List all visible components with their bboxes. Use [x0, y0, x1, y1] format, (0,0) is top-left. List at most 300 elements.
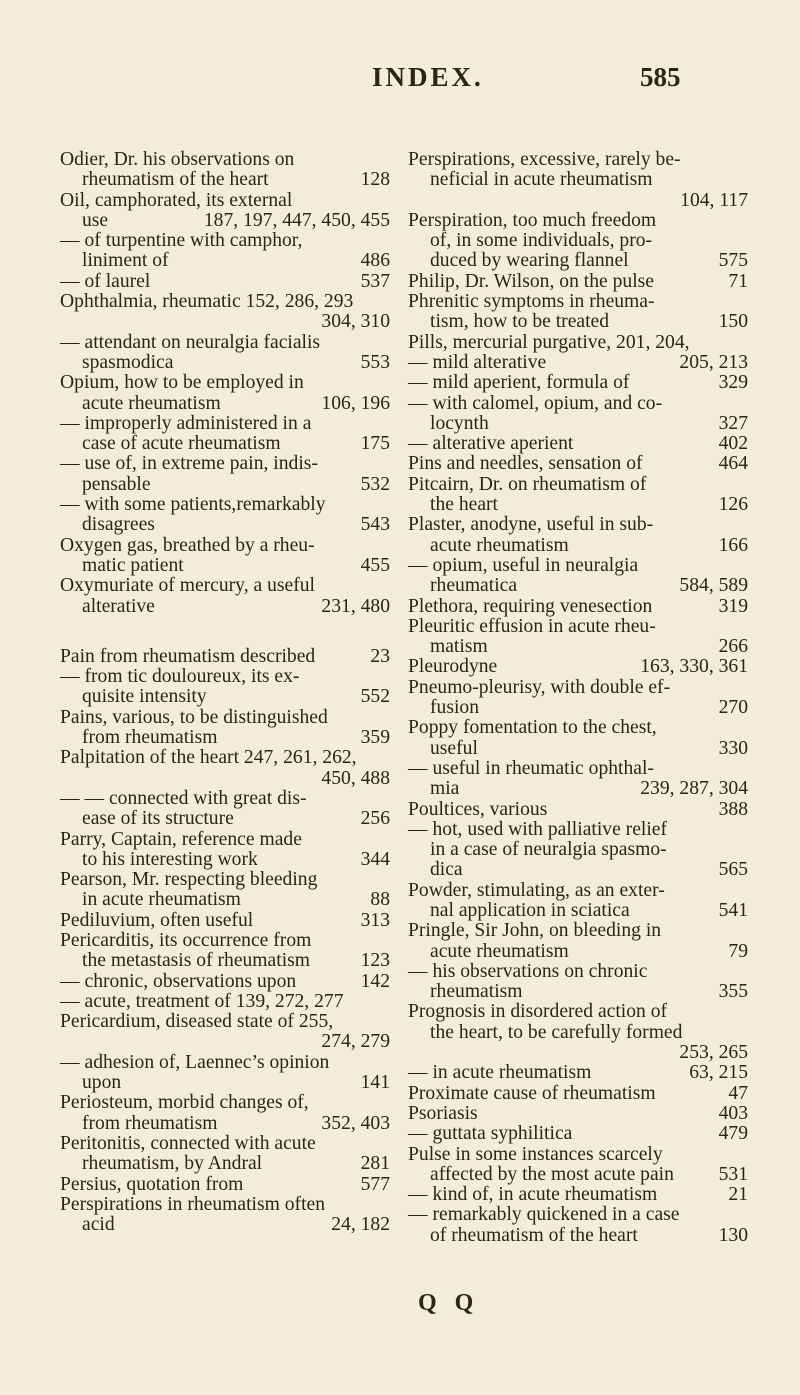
index-line — [408, 1043, 748, 1063]
index-term: use — [82, 209, 109, 231]
index-term: disagrees — [82, 514, 155, 536]
page-references: 106, 196 — [321, 392, 390, 414]
index-line — [60, 333, 390, 353]
index-column-right — [408, 150, 748, 1246]
page-references: 130 — [718, 1224, 748, 1246]
index-term: the heart — [430, 494, 498, 516]
index-term: Peritonitis, connected with acute — [60, 1132, 316, 1154]
index-line — [408, 150, 748, 170]
page-references: 142 — [360, 970, 390, 992]
index-term: of, in some individuals, pro- — [430, 230, 653, 252]
index-entry — [60, 333, 390, 374]
index-line — [60, 312, 390, 332]
page-number: 585 — [640, 62, 681, 92]
page-references: 479 — [718, 1123, 748, 1145]
page-references: 21 — [728, 1184, 748, 1206]
page-references: 577 — [360, 1173, 390, 1195]
index-line — [60, 373, 390, 393]
page-references: 24, 182 — [331, 1214, 390, 1236]
index-term: the metastasis of rheumatism — [82, 950, 310, 972]
index-line — [408, 759, 748, 779]
index-term: useful — [430, 737, 478, 759]
index-line — [60, 495, 390, 515]
index-term: — improperly administered in a — [60, 412, 312, 434]
index-entry — [408, 272, 748, 292]
index-entry — [60, 1093, 390, 1134]
index-line — [60, 536, 390, 556]
index-line — [60, 1114, 390, 1134]
index-line — [60, 231, 390, 251]
index-line — [60, 576, 390, 596]
index-line — [60, 434, 390, 454]
index-term: Pins and needles, sensation of — [408, 453, 643, 475]
index-term: Oxygen gas, breathed by a rheu- — [60, 534, 315, 556]
index-line — [408, 333, 748, 353]
index-term: Psoriasis — [408, 1102, 478, 1124]
index-line — [60, 1073, 390, 1093]
index-term: Plethora, requiring venesection — [408, 595, 653, 617]
index-term: matism — [430, 636, 488, 658]
index-line — [408, 434, 748, 454]
index-entry — [408, 921, 748, 962]
index-entry — [408, 617, 748, 658]
index-line — [408, 800, 748, 820]
index-line — [408, 353, 748, 373]
index-entry — [60, 931, 390, 972]
index-term: spasmodica — [82, 351, 174, 373]
index-term: — chronic, observations upon — [60, 970, 297, 992]
index-line — [408, 292, 748, 312]
index-term: — remarkably quickened in a case — [408, 1204, 680, 1226]
index-term: quisite intensity — [82, 686, 207, 708]
page-references: 253, 265 — [679, 1042, 748, 1064]
page-references: 344 — [360, 848, 390, 870]
index-entry — [60, 1053, 390, 1094]
index-line — [408, 739, 748, 759]
index-line — [408, 779, 748, 799]
index-entry — [60, 191, 390, 232]
index-term: Poultices, various — [408, 798, 548, 820]
index-term: acid — [82, 1214, 115, 1236]
index-term: nal application in sciatica — [430, 899, 630, 921]
index-term: Pleurodyne — [408, 656, 498, 678]
index-term: ease of its structure — [82, 808, 234, 830]
page-references: 256 — [360, 808, 390, 830]
index-term: Pains, various, to be distinguished — [60, 706, 328, 728]
index-entry — [408, 597, 748, 617]
index-entry — [408, 373, 748, 393]
page-references: 270 — [718, 697, 748, 719]
index-term: — of turpentine with camphor, — [60, 230, 303, 252]
index-line — [408, 698, 748, 718]
index-term: — mild alterative — [408, 351, 547, 373]
index-line — [408, 942, 748, 962]
index-line — [60, 1215, 390, 1235]
index-term: — in acute rheumatism — [408, 1062, 592, 1084]
index-term: Pringle, Sir John, on bleeding in — [408, 920, 662, 942]
index-line — [60, 1032, 390, 1052]
index-line — [60, 809, 390, 829]
index-term: Perspirations, excessive, rarely be- — [408, 149, 681, 170]
index-line — [408, 251, 748, 271]
index-term: — from tic douloureux, its ex- — [60, 666, 300, 688]
running-head: INDEX. — [372, 62, 484, 92]
page-references: 352, 403 — [321, 1112, 390, 1134]
index-term: Odier, Dr. his observations on — [60, 149, 295, 170]
index-entry — [60, 1195, 390, 1236]
index-line — [408, 881, 748, 901]
index-line — [408, 576, 748, 596]
index-line — [408, 191, 748, 211]
index-entry — [60, 1175, 390, 1195]
index-term: — use of, in extreme pain, indis- — [60, 453, 318, 475]
index-term: — of laurel — [60, 270, 151, 292]
page-references: 239, 287, 304 — [640, 778, 748, 800]
index-entry — [408, 962, 748, 1003]
index-line — [60, 830, 390, 850]
index-line — [408, 597, 748, 617]
index-entry — [408, 1104, 748, 1124]
index-term: pensable — [82, 473, 151, 495]
index-entry — [408, 1205, 748, 1246]
page-references: 126 — [718, 494, 748, 516]
page-references: 531 — [718, 1163, 748, 1185]
index-line — [60, 191, 390, 211]
index-line — [60, 728, 390, 748]
index-line — [408, 1104, 748, 1124]
index-entry — [408, 881, 748, 922]
index-entry — [60, 870, 390, 911]
index-entry — [408, 657, 748, 677]
index-term: Oxymuriate of mercury, a useful — [60, 575, 315, 597]
index-term: — with calomel, opium, and co- — [408, 392, 663, 414]
index-term: Pitcairn, Dr. on rheumatism of — [408, 473, 647, 495]
page-references: 163, 330, 361 — [640, 656, 748, 678]
index-entry — [408, 454, 748, 474]
index-line — [60, 211, 390, 231]
index-term: Powder, stimulating, as an exter- — [408, 879, 665, 901]
page-references: 150 — [718, 311, 748, 333]
index-line — [60, 1134, 390, 1154]
index-term: upon — [82, 1072, 122, 1094]
index-entry — [408, 1063, 748, 1083]
index-line — [408, 515, 748, 535]
index-entry — [408, 1124, 748, 1144]
index-line — [60, 647, 390, 667]
page-references: 313 — [360, 909, 390, 931]
index-term: the heart, to be carefully formed — [430, 1021, 683, 1043]
index-entry — [60, 231, 390, 272]
index-line — [408, 536, 748, 556]
index-term: Poppy fomentation to the chest, — [408, 717, 657, 739]
page-header — [0, 62, 800, 102]
index-entry — [60, 292, 390, 333]
index-line — [408, 1063, 748, 1083]
index-line — [408, 1185, 748, 1205]
index-term: — guttata syphilitica — [408, 1123, 573, 1145]
index-entry — [60, 647, 390, 667]
index-entry — [60, 992, 390, 1012]
index-line — [408, 495, 748, 515]
index-term: from rheumatism — [82, 727, 218, 749]
page-references: 88 — [370, 889, 390, 911]
index-term: Philip, Dr. Wilson, on the pulse — [408, 270, 654, 292]
index-entry — [408, 394, 748, 435]
index-line — [408, 394, 748, 414]
index-term: Pulse in some instances scarcely — [408, 1143, 663, 1165]
page-references: 532 — [360, 473, 390, 495]
index-term: Opium, how to be employed in — [60, 372, 304, 394]
index-line — [408, 312, 748, 332]
index-line — [408, 637, 748, 657]
index-entry — [60, 495, 390, 536]
index-entry — [408, 292, 748, 333]
index-line — [408, 1165, 748, 1185]
index-term: mia — [430, 778, 460, 800]
index-term: — hot, used with palliative relief — [408, 818, 668, 840]
index-entry — [408, 800, 748, 820]
index-line — [408, 475, 748, 495]
index-term: alterative — [82, 595, 155, 617]
index-entry — [60, 748, 390, 789]
index-line — [60, 414, 390, 434]
index-term: dica — [430, 859, 463, 881]
index-term: Pediluvium, often useful — [60, 909, 254, 931]
index-term: rheumatism — [430, 981, 523, 1003]
index-line — [60, 951, 390, 971]
page-references: 565 — [718, 859, 748, 881]
index-term: Pneumo-pleurisy, with double ef- — [408, 676, 671, 698]
index-line — [408, 1002, 748, 1022]
index-entry — [408, 353, 748, 373]
index-entry — [408, 150, 748, 211]
index-term: Pain from rheumatism described — [60, 645, 316, 667]
page-references: 355 — [718, 981, 748, 1003]
index-entry — [60, 536, 390, 577]
index-line — [60, 748, 390, 768]
index-term: acute rheumatism — [82, 392, 221, 414]
index-line — [60, 170, 390, 190]
page-references: 330 — [718, 737, 748, 759]
index-line — [60, 292, 390, 312]
index-line — [408, 901, 748, 921]
index-term: Pleuritic effusion in acute rheu- — [408, 615, 656, 637]
index-line — [60, 850, 390, 870]
index-entry — [408, 556, 748, 597]
index-term: — acute, treatment of 139, 272, 277 — [60, 990, 344, 1012]
page-references: 543 — [360, 514, 390, 536]
index-entry — [408, 515, 748, 556]
index-entry — [60, 414, 390, 455]
page-references: 402 — [718, 433, 748, 455]
index-term: — opium, useful in neuralgia — [408, 554, 639, 576]
index-entry — [60, 1012, 390, 1053]
index-term: of rheumatism of the heart — [430, 1224, 638, 1246]
index-line — [408, 556, 748, 576]
index-line — [60, 667, 390, 687]
index-line — [408, 982, 748, 1002]
index-term: Proximate cause of rheumatism — [408, 1082, 656, 1104]
index-line — [408, 678, 748, 698]
index-entry — [408, 434, 748, 454]
index-term: — kind of, in acute rheumatism — [408, 1184, 658, 1206]
page-references: 274, 279 — [321, 1031, 390, 1053]
index-term: Pills, mercurial purgative, 201, 204, — [408, 331, 690, 353]
index-line — [408, 718, 748, 738]
index-term: Plaster, anodyne, useful in sub- — [408, 514, 654, 536]
index-entry — [408, 1002, 748, 1063]
index-term: rheumatica — [430, 575, 518, 597]
index-line — [408, 657, 748, 677]
index-line — [408, 1205, 748, 1225]
index-line — [408, 1023, 748, 1043]
page-references: 486 — [360, 250, 390, 272]
index-line — [60, 911, 390, 931]
page-references: 329 — [718, 372, 748, 394]
page-references: 575 — [718, 250, 748, 272]
index-term: Periosteum, morbid changes of, — [60, 1092, 309, 1114]
index-term: acute rheumatism — [430, 534, 569, 556]
page-references: 63, 215 — [689, 1062, 748, 1084]
index-term: Persius, quotation from — [60, 1173, 244, 1195]
index-term: to his interesting work — [82, 848, 258, 870]
index-entry — [408, 718, 748, 759]
index-term: — mild aperient, formula of — [408, 372, 630, 394]
index-line — [60, 454, 390, 474]
index-term: case of acute rheumatism — [82, 433, 281, 455]
index-term: Pearson, Mr. respecting bleeding — [60, 869, 318, 891]
index-entry — [408, 333, 748, 353]
index-line — [408, 840, 748, 860]
index-line — [60, 475, 390, 495]
index-term: — alterative aperient — [408, 433, 574, 455]
page-references: 166 — [718, 534, 748, 556]
page-references: 359 — [360, 727, 390, 749]
index-line — [60, 1154, 390, 1174]
index-entry — [60, 911, 390, 931]
page-references: 552 — [360, 686, 390, 708]
index-line — [60, 251, 390, 271]
index-line — [60, 394, 390, 414]
page-references: 450, 488 — [321, 767, 390, 789]
index-line — [60, 931, 390, 951]
page-references: 128 — [360, 169, 390, 191]
index-line — [60, 150, 390, 170]
index-term: Oil, camphorated, its external — [60, 189, 293, 211]
index-entry — [60, 150, 390, 191]
index-entry — [408, 820, 748, 881]
index-line — [408, 170, 748, 190]
index-line — [60, 870, 390, 890]
index-entry — [408, 211, 748, 272]
page-references: 104, 117 — [680, 189, 748, 211]
index-line — [60, 515, 390, 535]
index-entry — [408, 475, 748, 516]
index-term: Prognosis in disordered action of — [408, 1001, 668, 1023]
index-line — [60, 687, 390, 707]
index-line — [408, 820, 748, 840]
index-entry — [60, 830, 390, 871]
index-entry — [60, 272, 390, 292]
index-line — [60, 1195, 390, 1215]
index-term: Phrenitic symptoms in rheuma- — [408, 291, 655, 313]
index-term: Perspiration, too much freedom — [408, 209, 657, 231]
index-line — [408, 860, 748, 880]
index-term: acute rheumatism — [430, 940, 569, 962]
index-line — [60, 353, 390, 373]
page-references: 71 — [728, 270, 748, 292]
index-line — [408, 272, 748, 292]
index-entry — [408, 678, 748, 719]
index-term: rheumatism, by Andral — [82, 1153, 263, 1175]
index-line — [60, 890, 390, 910]
page-references: 231, 480 — [321, 595, 390, 617]
index-line — [408, 1124, 748, 1144]
index-line — [60, 708, 390, 728]
index-term: affected by the most acute pain — [430, 1163, 674, 1185]
index-line — [408, 921, 748, 941]
index-line — [60, 1012, 390, 1032]
index-line — [60, 1093, 390, 1113]
index-term: in a case of neuralgia spasmo- — [430, 839, 667, 861]
page-references: 327 — [718, 412, 748, 434]
page-references: 205, 213 — [679, 351, 748, 373]
index-line — [408, 454, 748, 474]
index-term: — adhesion of, Laennec’s opinion — [60, 1051, 330, 1073]
page-references: 187, 197, 447, 450, 455 — [203, 209, 390, 231]
index-entry — [408, 1145, 748, 1186]
index-entry — [60, 708, 390, 749]
page-references: 281 — [360, 1153, 390, 1175]
page-references: 553 — [360, 351, 390, 373]
page-references: 388 — [718, 798, 748, 820]
index-entry — [408, 1185, 748, 1205]
page-references: 141 — [360, 1072, 390, 1094]
index-term: — attendant on neuralgia facialis — [60, 331, 321, 353]
index-entry — [60, 972, 390, 992]
index-term: — useful in rheumatic ophthal- — [408, 757, 654, 779]
index-line — [60, 1175, 390, 1195]
index-term: Pericarditis, its occurrence from — [60, 929, 312, 951]
index-term: Parry, Captain, reference made — [60, 828, 302, 850]
index-term: rheumatism of the heart — [82, 169, 269, 191]
index-line — [408, 1084, 748, 1104]
index-term: matic patient — [82, 554, 184, 576]
index-line — [60, 597, 390, 617]
index-line — [60, 769, 390, 789]
index-line — [60, 272, 390, 292]
index-entry — [60, 789, 390, 830]
page-references: 304, 310 — [321, 311, 390, 333]
index-term: fusion — [430, 697, 479, 719]
page-references: 123 — [360, 950, 390, 972]
index-line — [60, 556, 390, 576]
page-references: 541 — [718, 899, 748, 921]
index-line — [408, 414, 748, 434]
page-references: 455 — [360, 554, 390, 576]
index-term: liniment of — [82, 250, 169, 272]
index-term: Perspirations in rheumatism often — [60, 1193, 326, 1215]
index-line — [408, 373, 748, 393]
page-references: 403 — [718, 1102, 748, 1124]
index-line — [408, 1145, 748, 1165]
index-entry — [60, 373, 390, 414]
index-term: Pericardium, diseased state of 255, — [60, 1011, 334, 1033]
page-references: 79 — [728, 940, 748, 962]
page-references: 319 — [718, 595, 748, 617]
index-term: from rheumatism — [82, 1112, 218, 1134]
page-references: 23 — [370, 645, 390, 667]
